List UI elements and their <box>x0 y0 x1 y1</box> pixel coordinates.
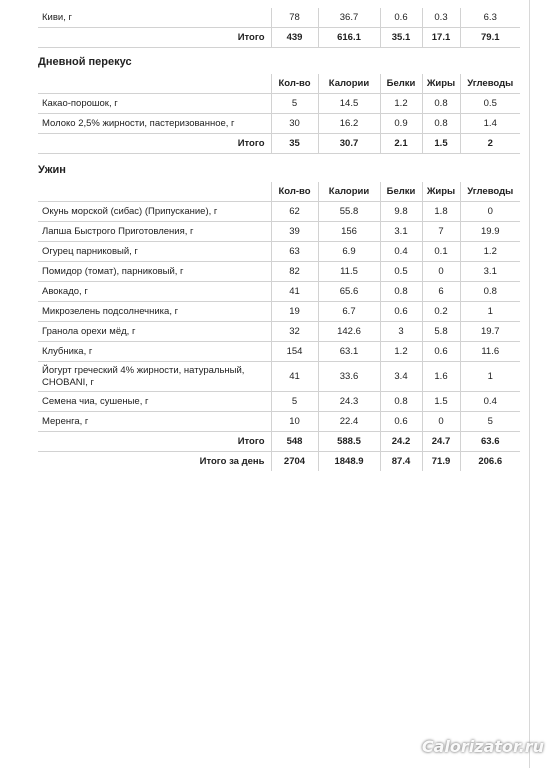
total-qty-cell: 35 <box>271 134 318 154</box>
food-name-cell: Лапша Быстрого Приготовления, г <box>38 222 271 242</box>
total-fat-cell: 17.1 <box>422 28 460 48</box>
table-row <box>38 94 520 114</box>
calories-cell: 22.4 <box>318 412 380 432</box>
fat-cell: 5.8 <box>422 322 460 342</box>
day-total-row <box>38 452 520 472</box>
protein-cell: 0.8 <box>380 282 422 302</box>
table-row <box>38 282 520 302</box>
carbs-cell: 0.4 <box>460 392 520 412</box>
carbs-cell: 19.7 <box>460 322 520 342</box>
qty-cell: 41 <box>271 282 318 302</box>
food-name-cell: Киви, г <box>38 8 271 28</box>
food-name-cell: Какао-порошок, г <box>38 94 271 114</box>
calories-cell: 6.7 <box>318 302 380 322</box>
total-protein-cell: 2.1 <box>380 134 422 154</box>
qty-cell: 78 <box>271 8 318 28</box>
calories-cell: 24.3 <box>318 392 380 412</box>
calories-cell: 156 <box>318 222 380 242</box>
prev-section-table <box>38 8 520 48</box>
table-row <box>38 302 520 322</box>
total-protein-cell: 24.2 <box>380 432 422 452</box>
carbs-cell: 1 <box>460 302 520 322</box>
food-name-cell: Окунь морской (сибас) (Припускание), г <box>38 202 271 222</box>
qty-cell: 154 <box>271 342 318 362</box>
fat-cell: 0 <box>422 262 460 282</box>
fat-cell: 7 <box>422 222 460 242</box>
carbs-cell: 1.2 <box>460 242 520 262</box>
food-name-cell: Йогурт греческий 4% жирности, натуральный, CHOBANI, г <box>38 362 271 392</box>
protein-cell: 3.1 <box>380 222 422 242</box>
fat-cell: 0.6 <box>422 342 460 362</box>
fat-cell: 0.8 <box>422 94 460 114</box>
header-row <box>38 74 520 94</box>
header-fat: Жиры <box>422 74 460 94</box>
calories-cell: 142.6 <box>318 322 380 342</box>
food-name-cell: Помидор (томат), парниковый, г <box>38 262 271 282</box>
snack-table <box>38 74 520 154</box>
page-edge-line <box>529 0 530 768</box>
food-name-cell: Клубника, г <box>38 342 271 362</box>
calories-cell: 14.5 <box>318 94 380 114</box>
food-name-cell: Авокадо, г <box>38 282 271 302</box>
table-row <box>38 222 520 242</box>
header-row <box>38 182 520 202</box>
food-name-cell: Огурец парниковый, г <box>38 242 271 262</box>
calories-cell: 63.1 <box>318 342 380 362</box>
header-protein: Белки <box>380 74 422 94</box>
protein-cell: 0.5 <box>380 262 422 282</box>
total-protein-cell: 35.1 <box>380 28 422 48</box>
header-carbs: Углеводы <box>460 74 520 94</box>
protein-cell: 1.2 <box>380 94 422 114</box>
fat-cell: 0.3 <box>422 8 460 28</box>
qty-cell: 10 <box>271 412 318 432</box>
header-blank <box>38 74 271 94</box>
fat-cell: 0.2 <box>422 302 460 322</box>
total-fat-cell: 1.5 <box>422 134 460 154</box>
day-total-label: Итого за день <box>199 455 265 467</box>
table-row <box>38 412 520 432</box>
header-calories: Калории <box>318 74 380 94</box>
table-row <box>38 262 520 282</box>
calories-cell: 65.6 <box>318 282 380 302</box>
header-qty: Кол-во <box>271 74 318 94</box>
protein-cell: 1.2 <box>380 342 422 362</box>
carbs-cell: 3.1 <box>460 262 520 282</box>
qty-cell: 39 <box>271 222 318 242</box>
table-row <box>38 322 520 342</box>
qty-cell: 19 <box>271 302 318 322</box>
total-calories-cell: 30.7 <box>318 134 380 154</box>
total-row <box>38 432 520 452</box>
carbs-cell: 6.3 <box>460 8 520 28</box>
table-row <box>38 8 520 28</box>
qty-cell: 41 <box>271 362 318 392</box>
fat-cell: 0.8 <box>422 114 460 134</box>
qty-cell: 62 <box>271 202 318 222</box>
total-qty-cell: 439 <box>271 28 318 48</box>
total-label: Итого <box>38 432 271 452</box>
dinner-section-title: Ужин <box>38 164 66 176</box>
watermark-logo: Calorizator.ru <box>421 737 544 756</box>
dinner-table <box>38 182 520 471</box>
total-carbs-cell: 79.1 <box>460 28 520 48</box>
calories-cell: 16.2 <box>318 114 380 134</box>
header-fat: Жиры <box>422 182 460 202</box>
table-row <box>38 114 520 134</box>
total-carbs-cell: 63.6 <box>460 432 520 452</box>
day-total-protein-cell: 87.4 <box>380 452 422 472</box>
qty-cell: 63 <box>271 242 318 262</box>
header-carbs: Углеводы <box>460 182 520 202</box>
calories-cell: 36.7 <box>318 8 380 28</box>
protein-cell: 3 <box>380 322 422 342</box>
nutrition-report <box>38 0 520 471</box>
qty-cell: 82 <box>271 262 318 282</box>
protein-cell: 0.9 <box>380 114 422 134</box>
header-qty: Кол-во <box>271 182 318 202</box>
fat-cell: 6 <box>422 282 460 302</box>
fat-cell: 1.5 <box>422 392 460 412</box>
day-total-fat-cell: 71.9 <box>422 452 460 472</box>
day-total-carbs-cell: 206.6 <box>460 452 520 472</box>
carbs-cell: 1.4 <box>460 114 520 134</box>
carbs-cell: 1 <box>460 362 520 392</box>
calories-cell: 33.6 <box>318 362 380 392</box>
carbs-cell: 0.8 <box>460 282 520 302</box>
table-row <box>38 242 520 262</box>
qty-cell: 30 <box>271 114 318 134</box>
food-name-cell: Гранола орехи мёд, г <box>38 322 271 342</box>
fat-cell: 0.1 <box>422 242 460 262</box>
day-total-calories-cell: 1848.9 <box>318 452 380 472</box>
calories-cell: 55.8 <box>318 202 380 222</box>
protein-cell: 0.6 <box>380 302 422 322</box>
header-calories: Калории <box>318 182 380 202</box>
table-row <box>38 392 520 412</box>
table-row <box>38 202 520 222</box>
total-calories-cell: 616.1 <box>318 28 380 48</box>
carbs-cell: 11.6 <box>460 342 520 362</box>
qty-cell: 32 <box>271 322 318 342</box>
calories-cell: 11.5 <box>318 262 380 282</box>
total-fat-cell: 24.7 <box>422 432 460 452</box>
fat-cell: 1.6 <box>422 362 460 392</box>
protein-cell: 0.4 <box>380 242 422 262</box>
total-label: Итого <box>38 134 271 154</box>
protein-cell: 9.8 <box>380 202 422 222</box>
qty-cell: 5 <box>271 94 318 114</box>
total-carbs-cell: 2 <box>460 134 520 154</box>
total-row <box>38 28 520 48</box>
total-qty-cell: 548 <box>271 432 318 452</box>
food-name-cell: Молоко 2,5% жирности, пастеризованное, г <box>38 114 271 134</box>
food-name-cell: Микрозелень подсолнечника, г <box>38 302 271 322</box>
food-name-cell: Семена чиа, сушеные, г <box>38 392 271 412</box>
calories-cell: 6.9 <box>318 242 380 262</box>
protein-cell: 3.4 <box>380 362 422 392</box>
snack-section-title: Дневной перекус <box>38 56 132 68</box>
table-row <box>38 342 520 362</box>
carbs-cell: 0.5 <box>460 94 520 114</box>
food-name-cell: Меренга, г <box>38 412 271 432</box>
table-row <box>38 362 520 392</box>
qty-cell: 5 <box>271 392 318 412</box>
carbs-cell: 19.9 <box>460 222 520 242</box>
fat-cell: 1.8 <box>422 202 460 222</box>
carbs-cell: 0 <box>460 202 520 222</box>
total-calories-cell: 588.5 <box>318 432 380 452</box>
day-total-qty-cell: 2704 <box>271 452 318 472</box>
carbs-cell: 5 <box>460 412 520 432</box>
header-blank <box>38 182 271 202</box>
header-protein: Белки <box>380 182 422 202</box>
protein-cell: 0.8 <box>380 392 422 412</box>
protein-cell: 0.6 <box>380 412 422 432</box>
total-row <box>38 134 520 154</box>
fat-cell: 0 <box>422 412 460 432</box>
total-label: Итого <box>38 28 271 48</box>
protein-cell: 0.6 <box>380 8 422 28</box>
